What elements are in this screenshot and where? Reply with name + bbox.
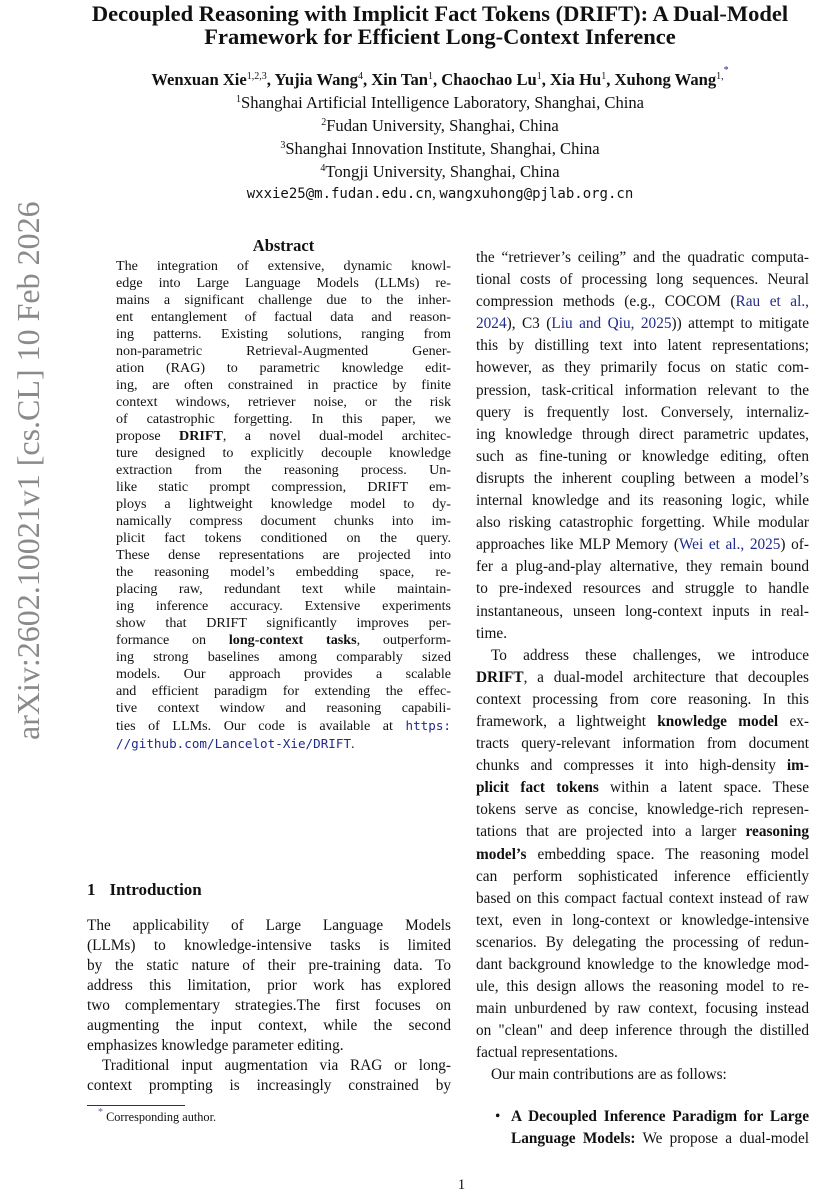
text-span: DRIFT	[476, 668, 524, 686]
text-line	[476, 556, 809, 578]
text-line	[87, 956, 451, 976]
citation-link[interactable]: 2024	[476, 315, 507, 333]
text-line	[476, 954, 809, 976]
citation-link[interactable]: Liu and Qiu, 2025	[551, 315, 672, 333]
text-span: The integration of extensive, dynamic knowl-	[116, 258, 451, 274]
text-span: tional costs of processing long sequences. Neural	[476, 271, 809, 289]
text-line	[476, 335, 809, 357]
affiliation-list	[40, 91, 839, 183]
text-line	[116, 445, 451, 462]
affiliation-mark: 1	[601, 71, 607, 82]
section-number: 1	[87, 880, 96, 899]
text-span: ent entanglement of factual data and reason-	[116, 309, 451, 325]
text-span: models. Our approach provides a scalable	[116, 666, 451, 682]
text-span: context prompting is increasingly constrained by	[87, 1077, 451, 1094]
author-name: Xin Tan	[371, 70, 428, 89]
text-span: non-parametric Retrieval-Augmented Gener-	[116, 343, 451, 359]
contribution-bullet	[496, 1106, 809, 1150]
affiliation-number: 1	[235, 94, 241, 105]
text-span: show that DRIFT significantly improves per-	[116, 615, 451, 631]
text-span: ex-	[778, 712, 809, 730]
text-span: reasoning	[745, 823, 809, 841]
text-line	[476, 777, 809, 799]
text-line	[476, 247, 809, 269]
text-span: context windows, retriever noise, or the risk	[116, 394, 451, 410]
text-span: ), C3 (	[506, 315, 552, 333]
text-span: mains a significant challenge due to the inher-	[116, 292, 451, 308]
text-line	[87, 936, 451, 956]
text-span: dant background knowledge to the knowledge mod-	[476, 956, 809, 973]
text-span: approaches like MLP Memory (	[476, 536, 679, 554]
text-line	[476, 888, 809, 910]
text-span: ule, this design allows the reasoning model to re-	[476, 978, 809, 996]
text-line	[476, 402, 809, 424]
text-span: These dense representations are projected into	[116, 547, 451, 563]
text-span: text, even in long-context or knowledge-intensive	[476, 911, 809, 929]
text-line	[87, 1056, 451, 1076]
affiliation	[40, 137, 839, 160]
text-line	[476, 932, 809, 954]
email-line	[40, 183, 839, 206]
author-separator: ,	[362, 70, 372, 89]
text-line	[116, 700, 451, 717]
text-span: .	[351, 736, 355, 752]
text-span: plicit fact tokens	[476, 779, 599, 797]
text-span: the “retriever’s ceiling” and the quadratic computa-	[476, 249, 809, 266]
text-span: tations that are projected into a larger	[476, 823, 746, 841]
affiliation-mark: 1	[428, 71, 433, 82]
text-line	[116, 581, 451, 598]
text-line	[476, 755, 809, 777]
text-span: Our main contributions are as follows:	[491, 1066, 727, 1084]
text-line	[476, 689, 809, 711]
text-span: the reasoning model’s embedding space, re-	[116, 564, 451, 580]
text-span: by the static nature of their pre-training data. To	[87, 957, 451, 974]
text-span: scenarios. By delegating the processing of redun-	[476, 933, 809, 951]
text-span: tracts query-relevant information from document	[476, 735, 809, 753]
text-line	[476, 424, 809, 446]
email[interactable]: wxxie25@m.fudan.edu.cn	[246, 186, 433, 202]
text-line	[476, 534, 809, 556]
text-span: Traditional input augmentation via RAG or long-	[102, 1057, 451, 1074]
section-title: Introduction	[109, 880, 202, 899]
text-span: internal knowledge and its reasoning logic, while	[476, 492, 809, 510]
text-line	[116, 292, 451, 309]
affiliation-text: Tongji University, Shanghai, China	[325, 162, 560, 181]
text-line	[116, 632, 451, 649]
text-span: ing, are often constrained in practice by finite	[116, 377, 451, 393]
text-line	[87, 916, 451, 936]
text-line	[116, 275, 451, 292]
affiliation-mark: 1	[536, 71, 542, 82]
text-span: ation (RAG) to parametric knowledge edit-	[116, 360, 451, 376]
text-span: plicit fact tokens conditioned on the query.	[116, 530, 451, 546]
text-span: Language Models:	[511, 1130, 636, 1148]
text-line	[116, 377, 451, 394]
text-line	[116, 530, 451, 547]
text-line	[116, 735, 451, 753]
author-separator: ,	[541, 70, 551, 89]
text-line	[476, 601, 809, 623]
author-separator: ,	[433, 70, 442, 89]
text-span: emphasizes knowledge parameter editing.	[87, 1037, 344, 1054]
text-line	[476, 711, 809, 733]
text-line	[476, 512, 809, 534]
text-span: , a dual-model architecture that decouples	[523, 668, 809, 686]
page-number: 1	[457, 1177, 466, 1193]
text-line	[476, 446, 809, 468]
affiliation	[40, 114, 839, 137]
author-block	[40, 65, 839, 206]
text-line	[87, 1076, 451, 1096]
text-line	[476, 844, 809, 866]
text-line	[476, 1020, 809, 1042]
text-span: compression methods (e.g., COCOM (	[476, 293, 736, 311]
text-span: placing raw, redundant text while maintain-	[116, 581, 451, 597]
text-span: of catastrophic forgetting. In this paper, we	[116, 411, 451, 427]
text-span: address this limitation, prior work has explored	[87, 977, 451, 994]
text-line	[116, 258, 451, 275]
text-line	[116, 683, 451, 700]
author-name: Yujia Wang	[274, 70, 358, 89]
title-line: Decoupled Reasoning with Implicit Fact Tokens (DRIFT): A Dual-Model	[91, 1, 789, 26]
text-line	[116, 360, 451, 377]
text-span: The applicability of Large Language Models	[87, 917, 451, 934]
text-line	[476, 269, 809, 291]
author-list	[40, 65, 839, 91]
affiliation-text: Fudan University, Shanghai, China	[326, 116, 559, 135]
affiliation-mark: 1,*	[716, 65, 729, 82]
text-line	[116, 598, 451, 615]
author-name: Xuhong Wang	[614, 70, 717, 89]
text-line	[476, 976, 809, 998]
text-line	[116, 462, 451, 479]
text-span: on "clean" and deep inference through the distilled	[476, 1022, 809, 1040]
text-line	[476, 578, 809, 600]
text-line	[476, 623, 809, 645]
text-line	[116, 547, 451, 564]
text-span: A Decoupled Inference Paradigm for Large	[511, 1108, 809, 1125]
text-line	[476, 490, 809, 512]
citation-link[interactable]: https:	[405, 718, 451, 733]
text-span: long-context tasks	[228, 632, 357, 648]
arxiv-identifier: arXiv:2602.10021v1 [cs.CL] 10 Feb 2026	[10, 201, 46, 740]
text-span: disrupts the inherent coupling between a model’s	[476, 469, 809, 487]
text-span: propose	[116, 428, 180, 444]
text-line	[476, 998, 809, 1020]
author-name: Chaochao Lu	[441, 70, 537, 89]
text-span: , outperform-	[356, 632, 451, 648]
text-span: however, as they primarily focus on static com-	[476, 359, 809, 377]
intro-left-column	[87, 916, 451, 1096]
text-span: within a latent space. These	[598, 779, 809, 797]
text-line	[116, 326, 451, 343]
text-line	[116, 649, 451, 666]
text-span: embedding space. The reasoning model	[526, 845, 809, 863]
affiliation-text: Shanghai Innovation Institute, Shanghai, China	[285, 139, 600, 158]
text-line	[116, 343, 451, 360]
text-line	[476, 1042, 809, 1064]
text-span: and efficient paradigm for extending the effec-	[116, 683, 451, 699]
text-span: two complementary strategies.The first focuses on	[87, 997, 451, 1014]
text-line	[87, 996, 451, 1016]
text-span: , a novel dual-model architec-	[222, 428, 451, 444]
text-line	[116, 411, 451, 428]
email[interactable]: wangxuhong@pjlab.org.cn	[439, 186, 634, 202]
text-line	[116, 666, 451, 683]
text-line	[476, 910, 809, 932]
text-line	[476, 667, 809, 689]
text-span: We propose a dual-model	[635, 1130, 809, 1148]
text-line	[496, 1106, 809, 1128]
text-span: namically compress document chunks into im-	[116, 513, 451, 529]
affiliation-mark: 4	[357, 71, 363, 82]
author-separator: ,	[266, 70, 275, 89]
text-span: query is frequently lost. Conversely, internaliz-	[476, 403, 809, 421]
text-line	[116, 394, 451, 411]
text-span: ing patterns. Existing solutions, ranging from	[116, 326, 451, 342]
affiliation-number: 4	[320, 163, 326, 174]
text-line	[116, 513, 451, 530]
affiliation-number: 2	[321, 117, 327, 128]
intro-right-column	[476, 247, 809, 1087]
text-line	[116, 496, 451, 513]
text-line	[87, 976, 451, 996]
text-line	[476, 733, 809, 755]
text-line	[476, 1064, 809, 1086]
text-line	[116, 428, 451, 445]
text-line	[476, 821, 809, 843]
paper-title	[40, 2, 839, 48]
text-line	[116, 615, 451, 632]
text-span: fer a plug-and-play alternative, they remain bound	[476, 558, 809, 576]
affiliation-mark: 1,2,3	[246, 71, 267, 82]
text-line	[116, 564, 451, 581]
text-span: To address these challenges, we introduce	[491, 646, 809, 664]
text-span: ing strong baselines among comparably sized	[116, 649, 451, 665]
text-span: main unburdened by raw context, focusing instead	[476, 1000, 809, 1018]
citation-link[interactable]: Wei et al., 2025	[678, 536, 781, 554]
author-separator: ,	[606, 70, 615, 89]
text-line	[476, 645, 809, 667]
text-span: to pre-indexed resources and struggle to handle	[476, 580, 809, 598]
text-span: factual representations.	[476, 1044, 618, 1062]
text-line	[476, 380, 809, 402]
text-line	[116, 479, 451, 496]
text-span: ) of-	[780, 536, 809, 554]
text-span: )) attempt to mitigate	[671, 315, 809, 333]
text-line	[476, 357, 809, 379]
text-span: im-	[786, 757, 809, 775]
footnote-divider	[87, 1105, 185, 1106]
text-span: DRIFT	[179, 428, 223, 444]
author-name: Xia Hu	[550, 70, 602, 89]
text-line	[116, 717, 451, 735]
text-line	[87, 1016, 451, 1036]
author-name: Wenxuan Xie	[151, 70, 247, 89]
text-span: also risking catastrophic forgetting. While modular	[476, 514, 809, 532]
text-span: tokens serve as concise, knowledge-rich represen-	[476, 801, 809, 819]
text-line	[476, 866, 809, 888]
text-span: chunks and compresses it into high-density	[476, 757, 787, 775]
text-span: knowledge model	[657, 712, 779, 730]
affiliation	[40, 91, 839, 114]
text-line	[476, 799, 809, 821]
text-span: like static prompt compression, DRIFT em-	[116, 479, 451, 495]
affiliation	[40, 160, 839, 183]
text-span: time.	[476, 624, 508, 642]
text-line	[87, 1036, 451, 1056]
bullet-icon: •	[495, 1108, 501, 1125]
text-span: extraction from the reasoning process. Un-	[116, 462, 451, 478]
text-span: this by distilling text into latent representations;	[476, 337, 809, 355]
footnote-mark: *	[98, 1107, 103, 1118]
citation-link[interactable]: Rau et al.,	[735, 293, 809, 311]
text-span: based on this compact factual context instead of raw	[476, 889, 809, 907]
text-line	[496, 1128, 809, 1150]
section-heading	[87, 880, 216, 900]
text-span: context processing from core reasoning. In this	[476, 690, 809, 708]
text-line	[476, 291, 809, 313]
text-span: augmenting the input context, while the second	[87, 1017, 451, 1034]
text-span: edge into Large Language Models (LLMs) re-	[116, 275, 451, 291]
title-line: Framework for Efficient Long-Context Inference	[204, 24, 676, 49]
email-separator: ,	[432, 186, 440, 202]
text-span: ture designed to explicitly decouple knowledge	[116, 445, 451, 461]
citation-link[interactable]: //github.com/Lancelot-Xie/DRIFT	[116, 736, 352, 751]
footnote-text: Corresponding author.	[106, 1110, 217, 1124]
text-span: ties of LLMs. Our code is available at	[116, 718, 406, 734]
abstract-body	[116, 258, 451, 753]
text-span: such as fine-tuning or knowledge editing, often	[476, 447, 809, 465]
affiliation-number: 3	[280, 140, 286, 151]
text-line	[476, 313, 809, 335]
text-span: tive context window and reasoning capabili-	[116, 700, 451, 716]
text-span: can perform sophisticated inference efficiently	[476, 867, 809, 885]
text-span: ing knowledge through direct parametric updates,	[476, 425, 809, 443]
text-span: framework, a lightweight	[476, 712, 658, 730]
footnote	[98, 1107, 217, 1125]
text-span: formance on	[116, 632, 229, 648]
corresponding-mark[interactable]: *	[723, 65, 729, 76]
text-line	[476, 468, 809, 490]
text-span: pression, task-critical information relevant to the	[476, 381, 809, 399]
text-span: ing inference accuracy. Extensive experiments	[116, 598, 451, 614]
text-line	[116, 309, 451, 326]
text-span: model’s	[476, 845, 527, 863]
affiliation-text: Shanghai Artificial Intelligence Laboratory, Shanghai, China	[240, 93, 645, 112]
text-span: ploys a lightweight knowledge model to dy-	[116, 496, 451, 512]
text-span: instantaneous, unseen long-context inputs in real-	[476, 602, 809, 620]
abstract-heading: Abstract	[252, 236, 315, 255]
text-span: (LLMs) to knowledge-intensive tasks is limited	[87, 937, 451, 954]
